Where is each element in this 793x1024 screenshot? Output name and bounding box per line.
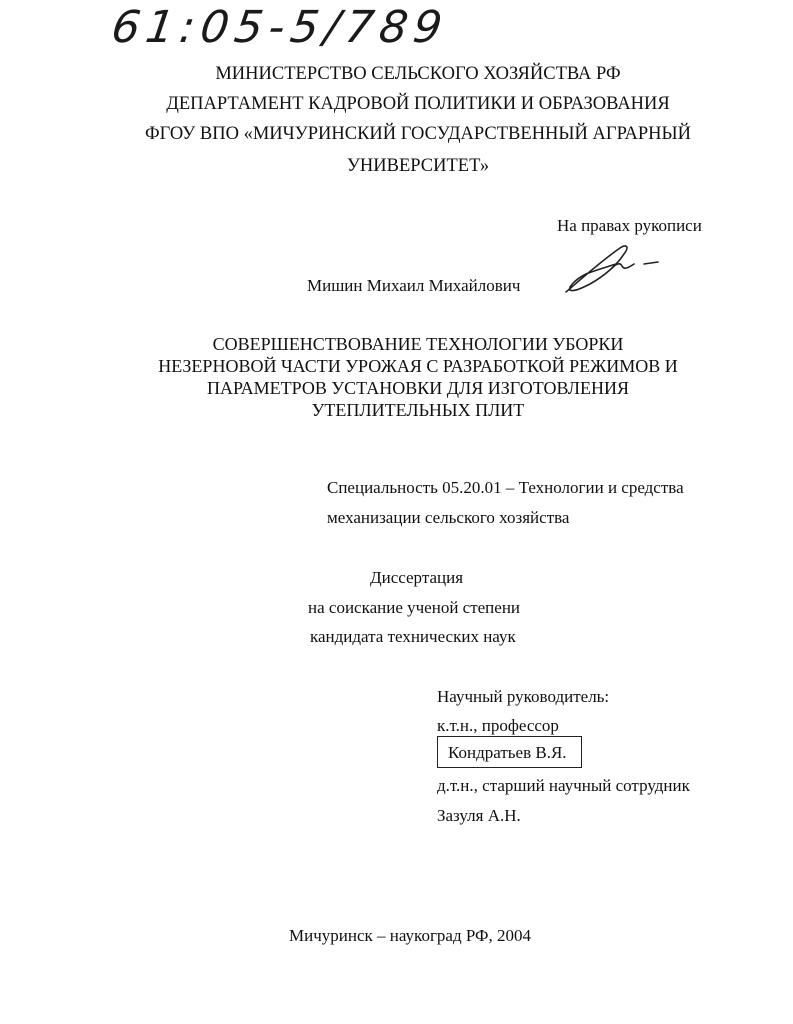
- archive-code-handwritten: 61:05-5/789: [108, 2, 452, 53]
- supervisor-1-name: Кондратьев В.Я.: [448, 743, 567, 762]
- department-line: ДЕПАРТАМЕНТ КАДРОВОЙ ПОЛИТИКИ И ОБРАЗОВАНИЯ: [166, 94, 670, 114]
- signature-icon: [560, 240, 670, 300]
- specialty-line-1: Специальность 05.20.01 – Технологии и средства: [327, 478, 684, 497]
- supervisor-1-name-box: [437, 736, 582, 768]
- supervisor-1-degree: к.т.н., профессор: [437, 716, 559, 735]
- title-line-4: УТЕПЛИТЕЛЬНЫХ ПЛИТ: [311, 400, 525, 420]
- specialty-line-2: механизации сельского хозяйства: [327, 508, 570, 527]
- dissertation-label: Диссертация: [370, 568, 464, 587]
- author-name: Мишин Михаил Михайлович: [307, 276, 521, 295]
- ministry-line: МИНИСТЕРСТВО СЕЛЬСКОГО ХОЗЯЙСТВА РФ: [215, 64, 621, 84]
- title-line-3: ПАРАМЕТРОВ УСТАНОВКИ ДЛЯ ИЗГОТОВЛЕНИЯ: [206, 378, 630, 398]
- title-line-2: НЕЗЕРНОВОЙ ЧАСТИ УРОЖАЯ С РАЗРАБОТКОЙ РЕЖИМОВ И: [158, 356, 678, 376]
- dissertation-degree-line-2: кандидата технических наук: [310, 627, 516, 646]
- title-line-1: СОВЕРШЕНСТВОВАНИЕ ТЕХНОЛОГИИ УБОРКИ: [212, 334, 624, 354]
- manuscript-note: На правах рукописи: [557, 216, 702, 235]
- footer-city-year: Мичуринск – наукоград РФ, 2004: [289, 926, 531, 945]
- supervisor-2-degree: д.т.н., старший научный сотрудник: [437, 776, 690, 795]
- dissertation-degree-line-1: на соискание ученой степени: [308, 598, 521, 617]
- supervisor-heading: Научный руководитель:: [437, 687, 610, 706]
- university-line-2: УНИВЕРСИТЕТ»: [346, 156, 490, 176]
- supervisor-2-name: Зазуля А.Н.: [437, 806, 521, 825]
- university-line-1: ФГОУ ВПО «МИЧУРИНСКИЙ ГОСУДАРСТВЕННЫЙ АГРАРНЫЙ: [144, 124, 692, 144]
